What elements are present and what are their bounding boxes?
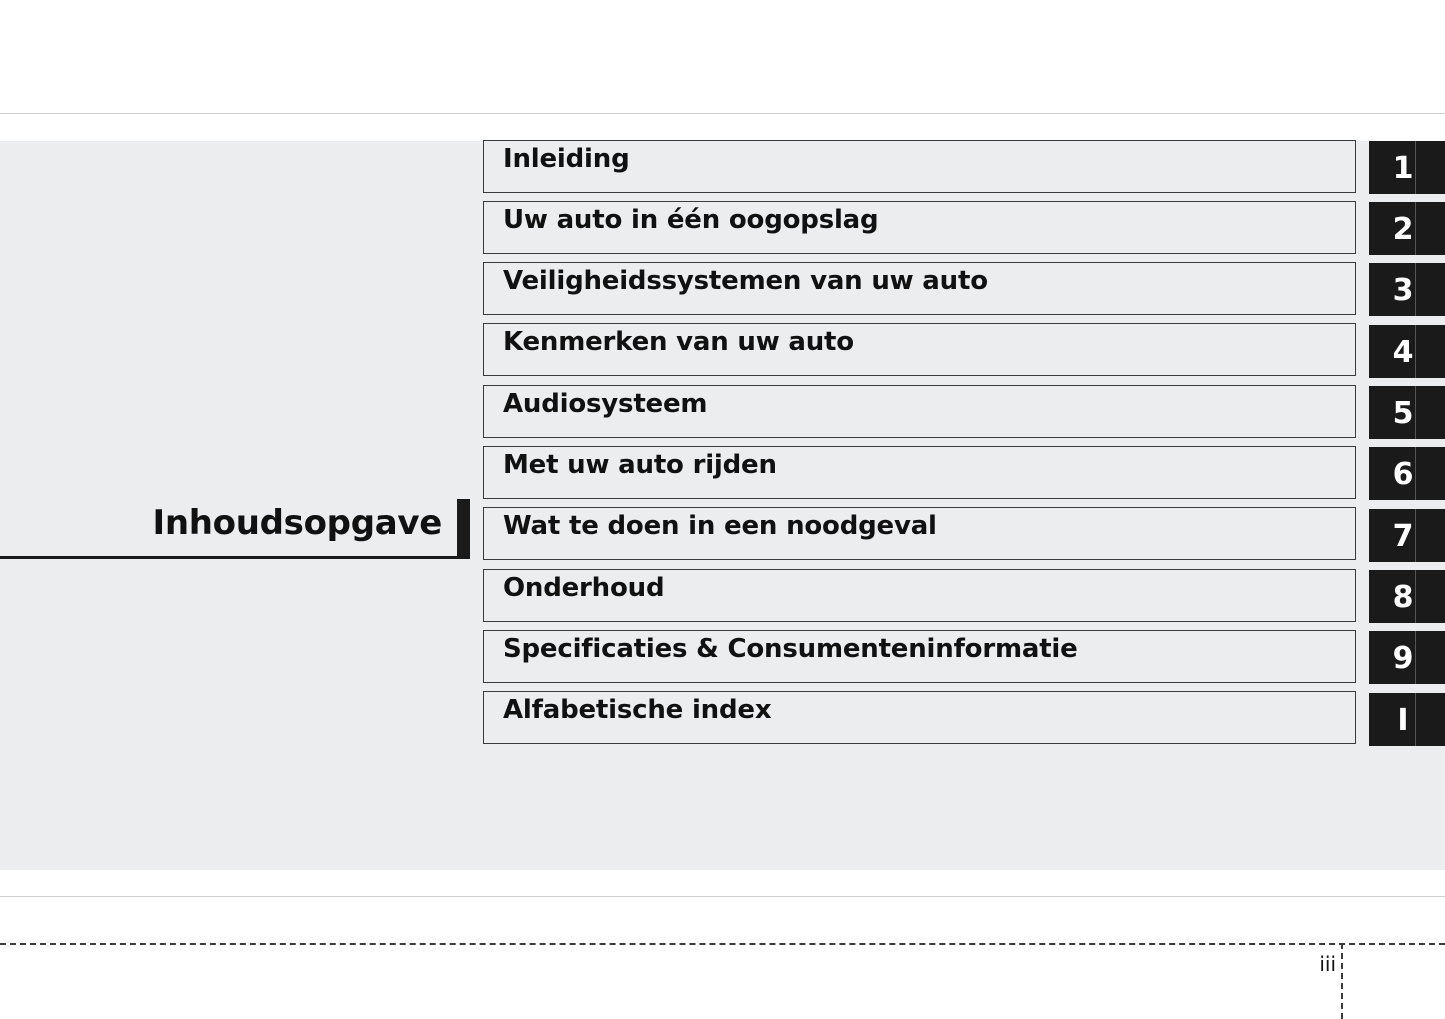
title-underline xyxy=(0,556,470,559)
chapter-tab-4[interactable] xyxy=(1369,325,1445,378)
toc-entry-label[interactable]: Kenmerken van uw auto xyxy=(503,327,854,357)
toc-entry-9[interactable] xyxy=(483,630,1356,683)
chapter-tab-number: 8 xyxy=(1392,580,1414,615)
chapter-tab-8[interactable] xyxy=(1369,570,1445,623)
chapter-tab-number: I xyxy=(1397,703,1409,738)
toc-entry-7[interactable] xyxy=(483,507,1356,560)
chapter-tab-3[interactable] xyxy=(1369,263,1445,316)
chapter-tab-number: 6 xyxy=(1392,457,1414,492)
cut-line-horizontal xyxy=(0,943,1445,945)
chapter-tab-index[interactable] xyxy=(1369,693,1445,746)
chapter-tab-5[interactable] xyxy=(1369,386,1445,439)
chapter-tab-number: 1 xyxy=(1392,151,1414,186)
toc-entry-label[interactable]: Met uw auto rijden xyxy=(503,450,777,480)
page-title: Inhoudsopgave xyxy=(152,503,442,543)
chapter-tab-number: 9 xyxy=(1392,641,1414,676)
toc-entry-label[interactable]: Uw auto in één oogopslag xyxy=(503,205,879,235)
chapter-tab-9[interactable] xyxy=(1369,631,1445,684)
toc-entry-10[interactable] xyxy=(483,691,1356,744)
chapter-tab-1[interactable] xyxy=(1369,141,1445,194)
toc-entry-label[interactable]: Onderhoud xyxy=(503,573,665,603)
chapter-tab-7[interactable] xyxy=(1369,509,1445,562)
chapter-tab-number: 4 xyxy=(1392,335,1414,370)
toc-entry-3[interactable] xyxy=(483,262,1356,315)
toc-entry-label[interactable]: Specificaties & Consumenteninformatie xyxy=(503,634,1078,664)
chapter-tab-number: 5 xyxy=(1392,396,1414,431)
chapter-tab-6[interactable] xyxy=(1369,447,1445,500)
chapter-tab-number: 7 xyxy=(1392,519,1414,554)
toc-entry-label[interactable]: Wat te doen in een noodgeval xyxy=(503,511,937,541)
toc-entry-8[interactable] xyxy=(483,569,1356,622)
chapter-tab-number: 2 xyxy=(1392,212,1414,247)
top-rule xyxy=(0,113,1445,114)
toc-entry-label[interactable]: Inleiding xyxy=(503,144,630,174)
chapter-tab-number: 3 xyxy=(1392,273,1414,308)
toc-entry-2[interactable] xyxy=(483,201,1356,254)
toc-entry-6[interactable] xyxy=(483,446,1356,499)
title-marker-bar xyxy=(457,499,470,559)
cut-line-vertical xyxy=(1341,943,1343,1019)
toc-entry-label[interactable]: Audiosysteem xyxy=(503,389,708,419)
toc-entry-5[interactable] xyxy=(483,385,1356,438)
bottom-rule xyxy=(0,896,1445,897)
toc-entry-label[interactable]: Veiligheidssystemen van uw auto xyxy=(503,266,988,296)
page-number: iii xyxy=(1319,952,1336,976)
toc-entry-4[interactable] xyxy=(483,323,1356,376)
toc-entry-1[interactable] xyxy=(483,140,1356,193)
chapter-tab-2[interactable] xyxy=(1369,202,1445,255)
toc-entry-label[interactable]: Alfabetische index xyxy=(503,695,772,725)
